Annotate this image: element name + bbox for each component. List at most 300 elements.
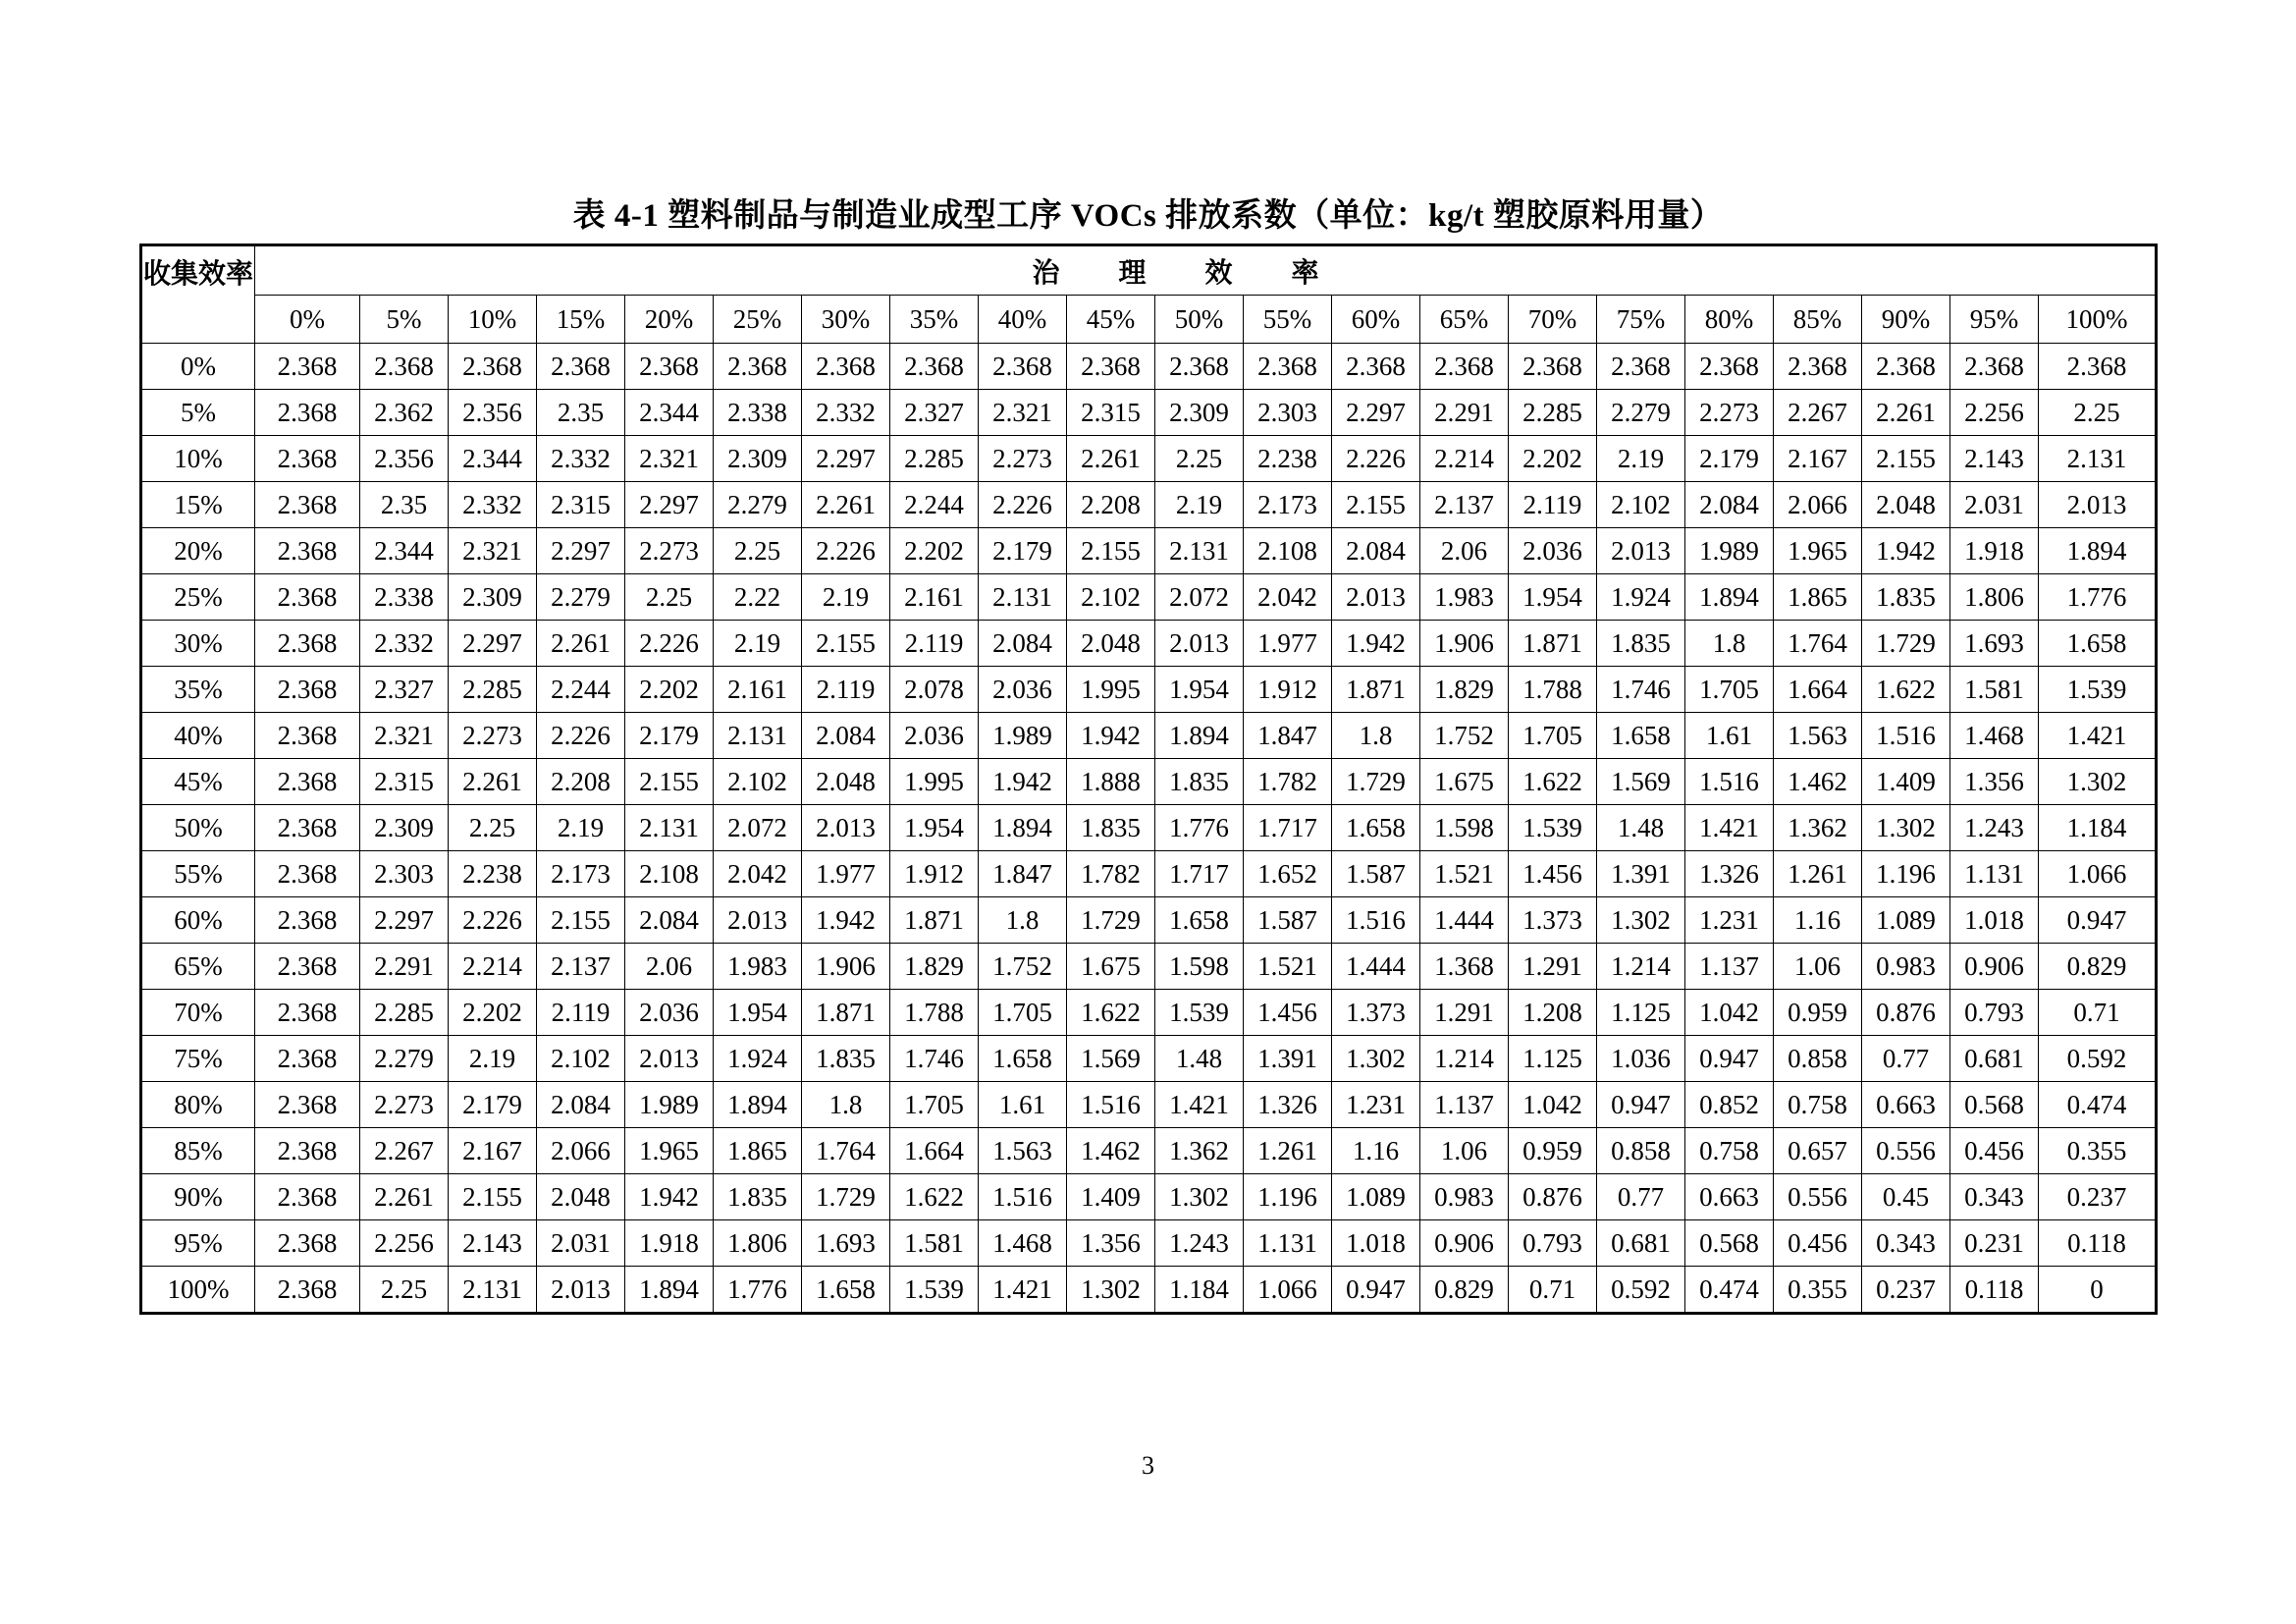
table-cell: 1.776 bbox=[2039, 574, 2157, 621]
table-cell: 2.368 bbox=[714, 344, 802, 390]
table-row bbox=[141, 344, 2157, 390]
table-cell: 2.013 bbox=[625, 1036, 714, 1082]
table-cell: 0.456 bbox=[1774, 1220, 1862, 1267]
table-cell: 2.202 bbox=[449, 990, 537, 1036]
table-cell: 2.309 bbox=[449, 574, 537, 621]
table-cell: 2.036 bbox=[890, 713, 979, 759]
table-cell: 2.155 bbox=[537, 897, 625, 944]
table-cell: 1.196 bbox=[1244, 1174, 1332, 1220]
table-cell: 2.368 bbox=[1950, 344, 2039, 390]
table-cell: 2.368 bbox=[255, 1082, 360, 1128]
table-cell: 2.368 bbox=[625, 344, 714, 390]
table-cell: 1.356 bbox=[1067, 1220, 1155, 1267]
table-cell: 1.835 bbox=[1862, 574, 1950, 621]
table-row bbox=[141, 759, 2157, 805]
table-cell: 1.622 bbox=[1067, 990, 1155, 1036]
table-cell: 2.013 bbox=[2039, 482, 2157, 528]
table-cell: 2.332 bbox=[537, 436, 625, 482]
table-cell: 2.155 bbox=[1332, 482, 1420, 528]
row-label: 35% bbox=[141, 667, 255, 713]
column-header: 60% bbox=[1332, 296, 1420, 344]
table-cell: 1.894 bbox=[714, 1082, 802, 1128]
column-header: 40% bbox=[979, 296, 1067, 344]
table-cell: 2.368 bbox=[537, 344, 625, 390]
table-cell: 1.516 bbox=[1685, 759, 1774, 805]
table-cell: 1.752 bbox=[979, 944, 1067, 990]
table-cell: 2.368 bbox=[255, 482, 360, 528]
table-cell: 1.788 bbox=[890, 990, 979, 1036]
table-cell: 1.516 bbox=[1067, 1082, 1155, 1128]
table-cell: 1.8 bbox=[802, 1082, 890, 1128]
table-cell: 2.368 bbox=[255, 528, 360, 574]
table-cell: 2.013 bbox=[1155, 621, 1244, 667]
table-cell: 1.391 bbox=[1597, 851, 1685, 897]
table-row bbox=[141, 1082, 2157, 1128]
table-cell: 2.256 bbox=[1950, 390, 2039, 436]
table-cell: 2.321 bbox=[449, 528, 537, 574]
table-cell: 1.835 bbox=[802, 1036, 890, 1082]
table-cell: 1.705 bbox=[890, 1082, 979, 1128]
table-cell: 2.131 bbox=[979, 574, 1067, 621]
table-cell: 1.066 bbox=[2039, 851, 2157, 897]
table-cell: 1.516 bbox=[1862, 713, 1950, 759]
table-cell: 2.368 bbox=[255, 990, 360, 1036]
table-cell: 2.013 bbox=[1597, 528, 1685, 574]
table-cell: 1.729 bbox=[1332, 759, 1420, 805]
table-cell: 1.942 bbox=[1067, 713, 1155, 759]
table-row bbox=[141, 1174, 2157, 1220]
table-cell: 0.355 bbox=[1774, 1267, 1862, 1314]
table-cell: 2.066 bbox=[537, 1128, 625, 1174]
table-cell: 1.539 bbox=[890, 1267, 979, 1314]
table-cell: 0.71 bbox=[1509, 1267, 1597, 1314]
table-cell: 1.717 bbox=[1155, 851, 1244, 897]
table-cell: 1.675 bbox=[1067, 944, 1155, 990]
column-header: 100% bbox=[2039, 296, 2157, 344]
table-cell: 1.894 bbox=[979, 805, 1067, 851]
table-cell: 0.556 bbox=[1774, 1174, 1862, 1220]
table-cell: 1.089 bbox=[1332, 1174, 1420, 1220]
table-cell: 1.871 bbox=[890, 897, 979, 944]
table-cell: 2.013 bbox=[537, 1267, 625, 1314]
table-cell: 1.539 bbox=[1509, 805, 1597, 851]
table-cell: 2.309 bbox=[714, 436, 802, 482]
table-cell: 1.444 bbox=[1332, 944, 1420, 990]
table-cell: 0.592 bbox=[1597, 1267, 1685, 1314]
table-cell: 2.356 bbox=[360, 436, 449, 482]
table-cell: 1.989 bbox=[1685, 528, 1774, 574]
table-cell: 2.327 bbox=[890, 390, 979, 436]
table-cell: 2.214 bbox=[1420, 436, 1509, 482]
table-cell: 0.758 bbox=[1774, 1082, 1862, 1128]
table-row bbox=[141, 805, 2157, 851]
table-cell: 2.161 bbox=[714, 667, 802, 713]
table-cell: 1.995 bbox=[890, 759, 979, 805]
table-cell: 1.421 bbox=[1155, 1082, 1244, 1128]
table-cell: 2.368 bbox=[1509, 344, 1597, 390]
table-cell: 0 bbox=[2039, 1267, 2157, 1314]
row-label: 75% bbox=[141, 1036, 255, 1082]
table-cell: 1.894 bbox=[1155, 713, 1244, 759]
table-cell: 0.456 bbox=[1950, 1128, 2039, 1174]
table-cell: 2.368 bbox=[255, 574, 360, 621]
table-cell: 2.332 bbox=[802, 390, 890, 436]
table-cell: 1.125 bbox=[1597, 990, 1685, 1036]
table-cell: 1.243 bbox=[1155, 1220, 1244, 1267]
column-header: 75% bbox=[1597, 296, 1685, 344]
table-cell: 2.031 bbox=[1950, 482, 2039, 528]
table-cell: 2.256 bbox=[360, 1220, 449, 1267]
table-cell: 1.954 bbox=[714, 990, 802, 1036]
row-label: 10% bbox=[141, 436, 255, 482]
table-cell: 0.231 bbox=[1950, 1220, 2039, 1267]
table-cell: 2.368 bbox=[255, 621, 360, 667]
table-cell: 1.658 bbox=[2039, 621, 2157, 667]
table-cell: 2.267 bbox=[1774, 390, 1862, 436]
table-cell: 2.297 bbox=[802, 436, 890, 482]
table-cell: 2.309 bbox=[360, 805, 449, 851]
table-cell: 0.947 bbox=[1332, 1267, 1420, 1314]
table-cell: 2.279 bbox=[360, 1036, 449, 1082]
table-cell: 2.25 bbox=[714, 528, 802, 574]
table-cell: 1.196 bbox=[1862, 851, 1950, 897]
table-cell: 2.084 bbox=[1332, 528, 1420, 574]
table-cell: 2.368 bbox=[1155, 344, 1244, 390]
table-cell: 1.847 bbox=[1244, 713, 1332, 759]
table-cell: 2.084 bbox=[802, 713, 890, 759]
table-cell: 1.829 bbox=[890, 944, 979, 990]
table-cell: 2.013 bbox=[714, 897, 802, 944]
table-cell: 1.61 bbox=[1685, 713, 1774, 759]
table-cell: 2.285 bbox=[1509, 390, 1597, 436]
table-cell: 1.391 bbox=[1244, 1036, 1332, 1082]
table-cell: 2.084 bbox=[1685, 482, 1774, 528]
table-cell: 2.267 bbox=[360, 1128, 449, 1174]
table-cell: 2.368 bbox=[255, 897, 360, 944]
table-cell: 0.77 bbox=[1597, 1174, 1685, 1220]
table-cell: 1.516 bbox=[1332, 897, 1420, 944]
table-cell: 2.321 bbox=[625, 436, 714, 482]
table-cell: 2.273 bbox=[449, 713, 537, 759]
table-cell: 2.155 bbox=[1862, 436, 1950, 482]
table-cell: 0.45 bbox=[1862, 1174, 1950, 1220]
table-cell: 2.273 bbox=[979, 436, 1067, 482]
table-row bbox=[141, 390, 2157, 436]
table-cell: 1.729 bbox=[1067, 897, 1155, 944]
table-cell: 1.912 bbox=[890, 851, 979, 897]
table-cell: 1.788 bbox=[1509, 667, 1597, 713]
table-cell: 1.983 bbox=[1420, 574, 1509, 621]
table-cell: 0.758 bbox=[1685, 1128, 1774, 1174]
table-cell: 1.521 bbox=[1244, 944, 1332, 990]
table-cell: 2.179 bbox=[979, 528, 1067, 574]
table-cell: 1.326 bbox=[1244, 1082, 1332, 1128]
table-cell: 2.279 bbox=[537, 574, 625, 621]
table-cell: 0.793 bbox=[1950, 990, 2039, 1036]
table-cell: 1.942 bbox=[625, 1174, 714, 1220]
table-cell: 1.954 bbox=[1509, 574, 1597, 621]
table-cell: 2.368 bbox=[2039, 344, 2157, 390]
table-cell: 1.806 bbox=[1950, 574, 2039, 621]
table-cell: 1.954 bbox=[890, 805, 979, 851]
column-header: 0% bbox=[255, 296, 360, 344]
table-cell: 2.102 bbox=[714, 759, 802, 805]
table-cell: 0.343 bbox=[1950, 1174, 2039, 1220]
table-cell: 2.102 bbox=[537, 1036, 625, 1082]
table-cell: 1.752 bbox=[1420, 713, 1509, 759]
table-cell: 1.468 bbox=[979, 1220, 1067, 1267]
table-cell: 1.705 bbox=[1685, 667, 1774, 713]
table-cell: 2.119 bbox=[537, 990, 625, 1036]
table-cell: 0.959 bbox=[1509, 1128, 1597, 1174]
table-cell: 2.084 bbox=[979, 621, 1067, 667]
table-cell: 2.036 bbox=[1509, 528, 1597, 574]
table-cell: 2.344 bbox=[625, 390, 714, 436]
table-cell: 2.321 bbox=[360, 713, 449, 759]
table-cell: 1.214 bbox=[1420, 1036, 1509, 1082]
table-cell: 2.072 bbox=[1155, 574, 1244, 621]
table-row bbox=[141, 621, 2157, 667]
table-cell: 2.208 bbox=[1067, 482, 1155, 528]
table-cell: 2.25 bbox=[2039, 390, 2157, 436]
table-cell: 2.303 bbox=[1244, 390, 1332, 436]
table-cell: 2.084 bbox=[537, 1082, 625, 1128]
table-cell: 2.35 bbox=[537, 390, 625, 436]
row-label: 25% bbox=[141, 574, 255, 621]
table-cell: 1.362 bbox=[1155, 1128, 1244, 1174]
table-cell: 0.858 bbox=[1597, 1128, 1685, 1174]
table-cell: 2.06 bbox=[625, 944, 714, 990]
table-cell: 0.681 bbox=[1950, 1036, 2039, 1082]
table-row bbox=[141, 851, 2157, 897]
table-cell: 0.556 bbox=[1862, 1128, 1950, 1174]
table-cell: 2.013 bbox=[1332, 574, 1420, 621]
table-cell: 0.876 bbox=[1509, 1174, 1597, 1220]
table-cell: 2.179 bbox=[449, 1082, 537, 1128]
column-header: 55% bbox=[1244, 296, 1332, 344]
column-header: 90% bbox=[1862, 296, 1950, 344]
table-cell: 1.06 bbox=[1420, 1128, 1509, 1174]
table-cell: 2.084 bbox=[625, 897, 714, 944]
row-label: 0% bbox=[141, 344, 255, 390]
row-label: 65% bbox=[141, 944, 255, 990]
table-cell: 2.344 bbox=[360, 528, 449, 574]
table-cell: 2.338 bbox=[360, 574, 449, 621]
table-cell: 1.906 bbox=[1420, 621, 1509, 667]
table-cell: 1.894 bbox=[625, 1267, 714, 1314]
table-cell: 1.302 bbox=[2039, 759, 2157, 805]
row-label: 20% bbox=[141, 528, 255, 574]
table-cell: 2.119 bbox=[890, 621, 979, 667]
table-cell: 2.356 bbox=[449, 390, 537, 436]
table-cell: 2.368 bbox=[360, 344, 449, 390]
table-cell: 1.356 bbox=[1950, 759, 2039, 805]
table-cell: 1.462 bbox=[1067, 1128, 1155, 1174]
table-cell: 1.705 bbox=[979, 990, 1067, 1036]
table-cell: 2.173 bbox=[537, 851, 625, 897]
table-cell: 1.036 bbox=[1597, 1036, 1685, 1082]
table-cell: 1.231 bbox=[1685, 897, 1774, 944]
table-cell: 2.119 bbox=[802, 667, 890, 713]
table-cell: 1.865 bbox=[1774, 574, 1862, 621]
table-cell: 1.456 bbox=[1244, 990, 1332, 1036]
table-cell: 2.179 bbox=[1685, 436, 1774, 482]
table-cell: 2.368 bbox=[255, 667, 360, 713]
table-cell: 1.888 bbox=[1067, 759, 1155, 805]
table-cell: 2.368 bbox=[979, 344, 1067, 390]
table-cell: 1.302 bbox=[1067, 1267, 1155, 1314]
table-cell: 1.539 bbox=[2039, 667, 2157, 713]
table-cell: 1.693 bbox=[802, 1220, 890, 1267]
table-cell: 2.131 bbox=[2039, 436, 2157, 482]
table-cell: 1.717 bbox=[1244, 805, 1332, 851]
table-cell: 0.983 bbox=[1862, 944, 1950, 990]
table-body bbox=[141, 344, 2157, 1314]
table-cell: 1.291 bbox=[1509, 944, 1597, 990]
table-cell: 2.291 bbox=[360, 944, 449, 990]
table-cell: 1.705 bbox=[1509, 713, 1597, 759]
table-cell: 1.942 bbox=[979, 759, 1067, 805]
column-header: 85% bbox=[1774, 296, 1862, 344]
table-cell: 1.16 bbox=[1332, 1128, 1420, 1174]
table-cell: 2.108 bbox=[625, 851, 714, 897]
table-cell: 1.563 bbox=[1774, 713, 1862, 759]
table-row bbox=[141, 667, 2157, 713]
table-cell: 2.031 bbox=[537, 1220, 625, 1267]
table-cell: 2.368 bbox=[255, 805, 360, 851]
table-cell: 2.297 bbox=[449, 621, 537, 667]
table-cell: 1.421 bbox=[1685, 805, 1774, 851]
column-headers bbox=[141, 296, 2157, 344]
table-cell: 2.048 bbox=[1862, 482, 1950, 528]
table-cell: 2.131 bbox=[1155, 528, 1244, 574]
table-cell: 2.303 bbox=[360, 851, 449, 897]
table-cell: 1.521 bbox=[1420, 851, 1509, 897]
table-cell: 2.368 bbox=[255, 436, 360, 482]
table-cell: 2.368 bbox=[255, 1267, 360, 1314]
table-cell: 1.942 bbox=[1862, 528, 1950, 574]
table-cell: 0.568 bbox=[1950, 1082, 2039, 1128]
table-cell: 2.202 bbox=[625, 667, 714, 713]
table-cell: 1.664 bbox=[890, 1128, 979, 1174]
table-cell: 0.592 bbox=[2039, 1036, 2157, 1082]
table-cell: 1.894 bbox=[2039, 528, 2157, 574]
table-cell: 1.563 bbox=[979, 1128, 1067, 1174]
table-cell: 2.261 bbox=[449, 759, 537, 805]
table-cell: 2.261 bbox=[1067, 436, 1155, 482]
table-cell: 2.368 bbox=[1420, 344, 1509, 390]
table-cell: 1.871 bbox=[1332, 667, 1420, 713]
table-cell: 1.764 bbox=[1774, 621, 1862, 667]
table-cell: 2.013 bbox=[802, 805, 890, 851]
table-cell: 1.184 bbox=[1155, 1267, 1244, 1314]
table-cell: 1.302 bbox=[1862, 805, 1950, 851]
table-cell: 2.368 bbox=[802, 344, 890, 390]
table-cell: 1.421 bbox=[2039, 713, 2157, 759]
table-cell: 2.19 bbox=[449, 1036, 537, 1082]
table-cell: 2.155 bbox=[449, 1174, 537, 1220]
row-label: 70% bbox=[141, 990, 255, 1036]
table-cell: 2.35 bbox=[360, 482, 449, 528]
table-cell: 2.226 bbox=[449, 897, 537, 944]
table-cell: 2.048 bbox=[537, 1174, 625, 1220]
table-cell: 2.368 bbox=[255, 851, 360, 897]
table-cell: 2.368 bbox=[255, 1174, 360, 1220]
table-cell: 1.658 bbox=[1597, 713, 1685, 759]
table-cell: 0.118 bbox=[2039, 1220, 2157, 1267]
table-cell: 0.947 bbox=[2039, 897, 2157, 944]
table-cell: 2.297 bbox=[1332, 390, 1420, 436]
table-cell: 2.042 bbox=[714, 851, 802, 897]
table-cell: 2.202 bbox=[1509, 436, 1597, 482]
table-cell: 1.829 bbox=[1420, 667, 1509, 713]
table-cell: 2.368 bbox=[255, 390, 360, 436]
table-cell: 2.208 bbox=[537, 759, 625, 805]
row-label: 55% bbox=[141, 851, 255, 897]
table-cell: 2.108 bbox=[1244, 528, 1332, 574]
table-cell: 2.226 bbox=[625, 621, 714, 667]
table-cell: 2.291 bbox=[1420, 390, 1509, 436]
table-cell: 2.261 bbox=[360, 1174, 449, 1220]
row-label: 90% bbox=[141, 1174, 255, 1220]
table-cell: 2.155 bbox=[802, 621, 890, 667]
table-cell: 1.622 bbox=[1509, 759, 1597, 805]
table-cell: 1.516 bbox=[979, 1174, 1067, 1220]
table-cell: 2.297 bbox=[360, 897, 449, 944]
column-header: 10% bbox=[449, 296, 537, 344]
table-cell: 1.622 bbox=[1862, 667, 1950, 713]
table-cell: 1.664 bbox=[1774, 667, 1862, 713]
table-cell: 1.231 bbox=[1332, 1082, 1420, 1128]
table-cell: 2.368 bbox=[255, 1128, 360, 1174]
table-cell: 1.658 bbox=[802, 1267, 890, 1314]
table-cell: 2.332 bbox=[449, 482, 537, 528]
table-row bbox=[141, 990, 2157, 1036]
table-cell: 1.912 bbox=[1244, 667, 1332, 713]
table-cell: 2.368 bbox=[1067, 344, 1155, 390]
table-cell: 1.977 bbox=[802, 851, 890, 897]
table-cell: 2.368 bbox=[255, 1220, 360, 1267]
column-header: 65% bbox=[1420, 296, 1509, 344]
table-cell: 1.131 bbox=[1244, 1220, 1332, 1267]
table-cell: 1.989 bbox=[625, 1082, 714, 1128]
table-cell: 2.042 bbox=[1244, 574, 1332, 621]
table-cell: 1.983 bbox=[714, 944, 802, 990]
table-cell: 1.8 bbox=[1332, 713, 1420, 759]
table-cell: 2.226 bbox=[1332, 436, 1420, 482]
table-cell: 0.474 bbox=[1685, 1267, 1774, 1314]
row-label: 45% bbox=[141, 759, 255, 805]
table-cell: 2.315 bbox=[537, 482, 625, 528]
table-cell: 1.214 bbox=[1597, 944, 1685, 990]
table-row bbox=[141, 1267, 2157, 1314]
table-cell: 1.468 bbox=[1950, 713, 2039, 759]
table-cell: 2.173 bbox=[1244, 482, 1332, 528]
table-cell: 1.776 bbox=[714, 1267, 802, 1314]
table-cell: 1.48 bbox=[1597, 805, 1685, 851]
table-cell: 1.569 bbox=[1067, 1036, 1155, 1082]
table-cell: 1.373 bbox=[1332, 990, 1420, 1036]
table-cell: 2.244 bbox=[890, 482, 979, 528]
table-cell: 2.285 bbox=[360, 990, 449, 1036]
table-cell: 2.261 bbox=[1862, 390, 1950, 436]
column-header: 25% bbox=[714, 296, 802, 344]
table-cell: 2.119 bbox=[1509, 482, 1597, 528]
table-cell: 2.131 bbox=[449, 1267, 537, 1314]
table-cell: 1.421 bbox=[979, 1267, 1067, 1314]
table-row bbox=[141, 1128, 2157, 1174]
column-header: 45% bbox=[1067, 296, 1155, 344]
